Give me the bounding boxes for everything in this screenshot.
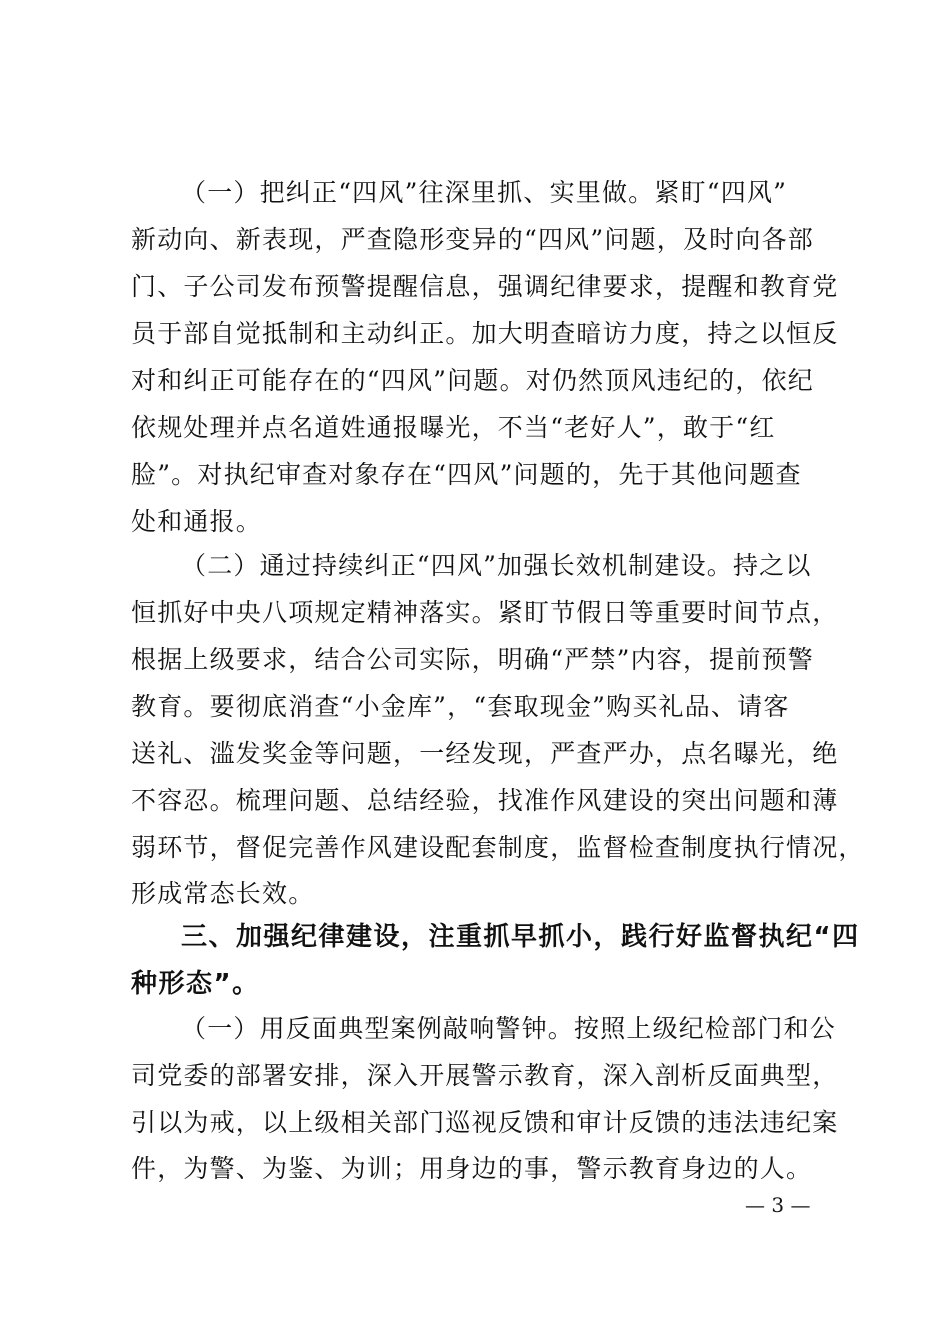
paragraph-3-line-2: 司党委的部署安排，深入开展警示教育，深入剖析反面典型， — [131, 1061, 839, 1090]
paragraph-1-line-6: 依规处理并点名道姓通报曝光，不当“老好人”，敢于“红 — [131, 413, 776, 442]
paragraph-2-line-8: 形成常态长效。 — [131, 879, 315, 908]
paragraph-1-line-5: 对和纠正可能存在的“四风”问题。对仍然顶风违纪的，依纪 — [131, 366, 814, 395]
paragraph-2-line-5: 送礼、滥发奖金等问题，一经发现，严查严办，点名曝光，绝 — [131, 739, 839, 768]
paragraph-3-line-3: 引以为戒，以上级相关部门巡视反馈和审计反馈的违法违纪案 — [131, 1108, 839, 1137]
paragraph-2-line-3: 根据上级要求，结合公司实际，明确“严禁”内容，提前预警 — [131, 645, 814, 674]
paragraph-1-line-4: 员于部自觉抵制和主动纠正。加大明查暗访力度，持之以恒反 — [131, 319, 839, 348]
paragraph-2-line-4: 教育。要彻底消查“小金库”，“套取现金”购买礼品、请客 — [131, 692, 790, 721]
section-heading-line-1: 三、加强纪律建设，注重抓早抓小，践行好监督执纪“四 — [181, 922, 860, 952]
paragraph-1-line-1: （一）把纠正“四风”往深里抓、实里做。紧盯“四风” — [181, 178, 788, 207]
paragraph-2-line-2: 恒抓好中央八项规定精神落实。紧盯节假日等重要时间节点， — [131, 598, 839, 627]
paragraph-3-line-4: 件，为警、为鉴、为训；用身边的事，警示教育身边的人。 — [131, 1154, 813, 1183]
paragraph-1-line-8: 处和通报。 — [131, 507, 263, 536]
paragraph-1-line-2: 新动向、新表现，严查隐形变异的“四风”问题，及时向各部 — [131, 225, 814, 254]
page-number: — 3 — — [745, 1193, 811, 1217]
paragraph-1-line-3: 门、子公司发布预警提醒信息，强调纪律要求，提醒和教育党 — [131, 272, 839, 301]
paragraph-3-line-1: （一）用反面典型案例敲响警钟。按照上级纪检部门和公 — [181, 1014, 837, 1043]
paragraph-1-line-7: 脸”。对执纪审查对象存在“四风”问题的，先于其他问题查 — [131, 460, 802, 489]
paragraph-2-line-6: 不容忍。梳理问题、总结经验，找准作风建设的突出问题和薄 — [131, 786, 839, 815]
paragraph-2-line-7: 弱环节，督促完善作风建设配套制度，监督检查制度执行情况， — [131, 833, 865, 862]
paragraph-2-line-1: （二）通过持续纠正“四风”加强长效机制建设。持之以 — [181, 551, 812, 580]
section-heading-line-2: 种形态”。 — [131, 969, 260, 999]
